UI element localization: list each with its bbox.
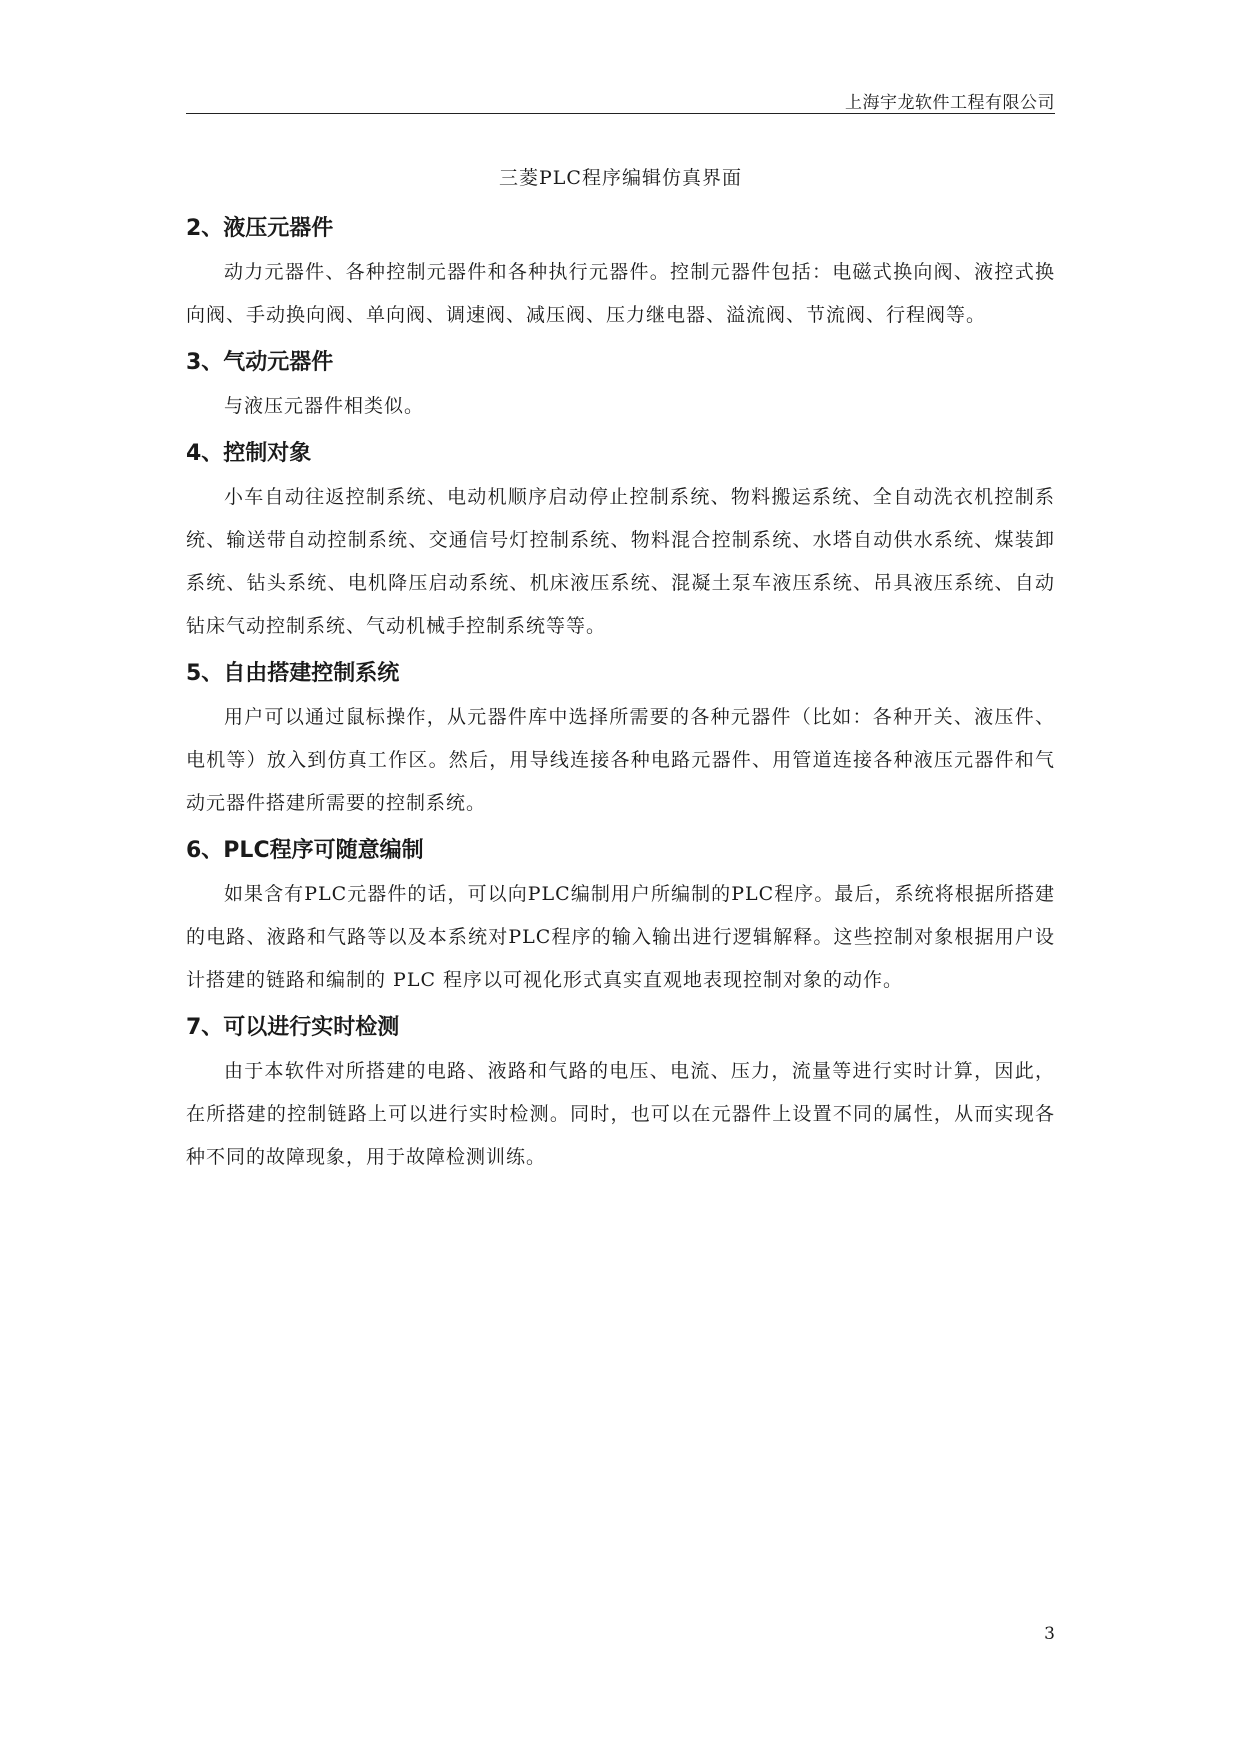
section-realtime-detection [186, 1006, 1055, 1179]
document-body [186, 207, 1055, 1183]
page-number: 3 [1044, 1624, 1055, 1644]
section-paragraph: 小车自动往返控制系统、电动机顺序启动停止控制系统、物料搬运系统、全自动洗衣机控制系统、输送带自动控制系统、交通信号灯控制系统、物料混合控制系统、水塔自动供水系统、煤装卸系统、钻头系统、电机降压启动系统、机床液压系统、混凝土泵车液压系统、吊具液压系统、自动钻床气动控制系统、气动机械手控制系统等等。 [186, 486, 1055, 637]
section-heading: 3、气动元器件 [186, 350, 334, 375]
figure-caption: 三菱PLC程序编辑仿真界面 [499, 167, 742, 189]
header-company-name: 上海宇龙软件工程有限公司 [845, 93, 1055, 113]
section-hydraulic-components [186, 207, 1055, 337]
section-pneumatic-components [186, 341, 1055, 428]
section-paragraph: 用户可以通过鼠标操作，从元器件库中选择所需要的各种元器件（比如：各种开关、液压件、电机等）放入到仿真工作区。然后，用导线连接各种电路元器件、用管道连接各种液压元器件和气动元器件搭建所需要的控制系统。 [186, 706, 1055, 814]
section-paragraph: 与液压元器件相类似。 [224, 395, 425, 417]
section-heading: 4、控制对象 [186, 441, 312, 466]
section-heading: 2、液压元器件 [186, 216, 334, 241]
section-heading: 7、可以进行实时检测 [186, 1015, 400, 1040]
header-divider [186, 113, 1055, 114]
section-paragraph: 如果含有PLC元器件的话，可以向PLC编制用户所编制的PLC程序。最后，系统将根据所搭建的电路、液路和气路等以及本系统对PLC程序的输入输出进行逻辑解释。这些控制对象根据用户设计搭建的链路和编制的 PLC 程序以可视化形式真实直观地表现控制对象的动作。 [186, 883, 1055, 991]
section-control-objects [186, 432, 1055, 648]
section-free-build-system [186, 652, 1055, 825]
section-paragraph: 由于本软件对所搭建的电路、液路和气路的电压、电流、压力，流量等进行实时计算，因此，在所搭建的控制链路上可以进行实时检测。同时，也可以在元器件上设置不同的属性，从而实现各种不同的故障现象，用于故障检测训练。 [186, 1060, 1055, 1168]
section-paragraph: 动力元器件、各种控制元器件和各种执行元器件。控制元器件包括：电磁式换向阀、液控式换向阀、手动换向阀、单向阀、调速阀、减压阀、压力继电器、溢流阀、节流阀、行程阀等。 [186, 261, 1055, 326]
section-plc-programming [186, 829, 1055, 1002]
section-heading: 5、自由搭建控制系统 [186, 661, 400, 686]
section-heading: 6、PLC程序可随意编制 [186, 838, 424, 863]
